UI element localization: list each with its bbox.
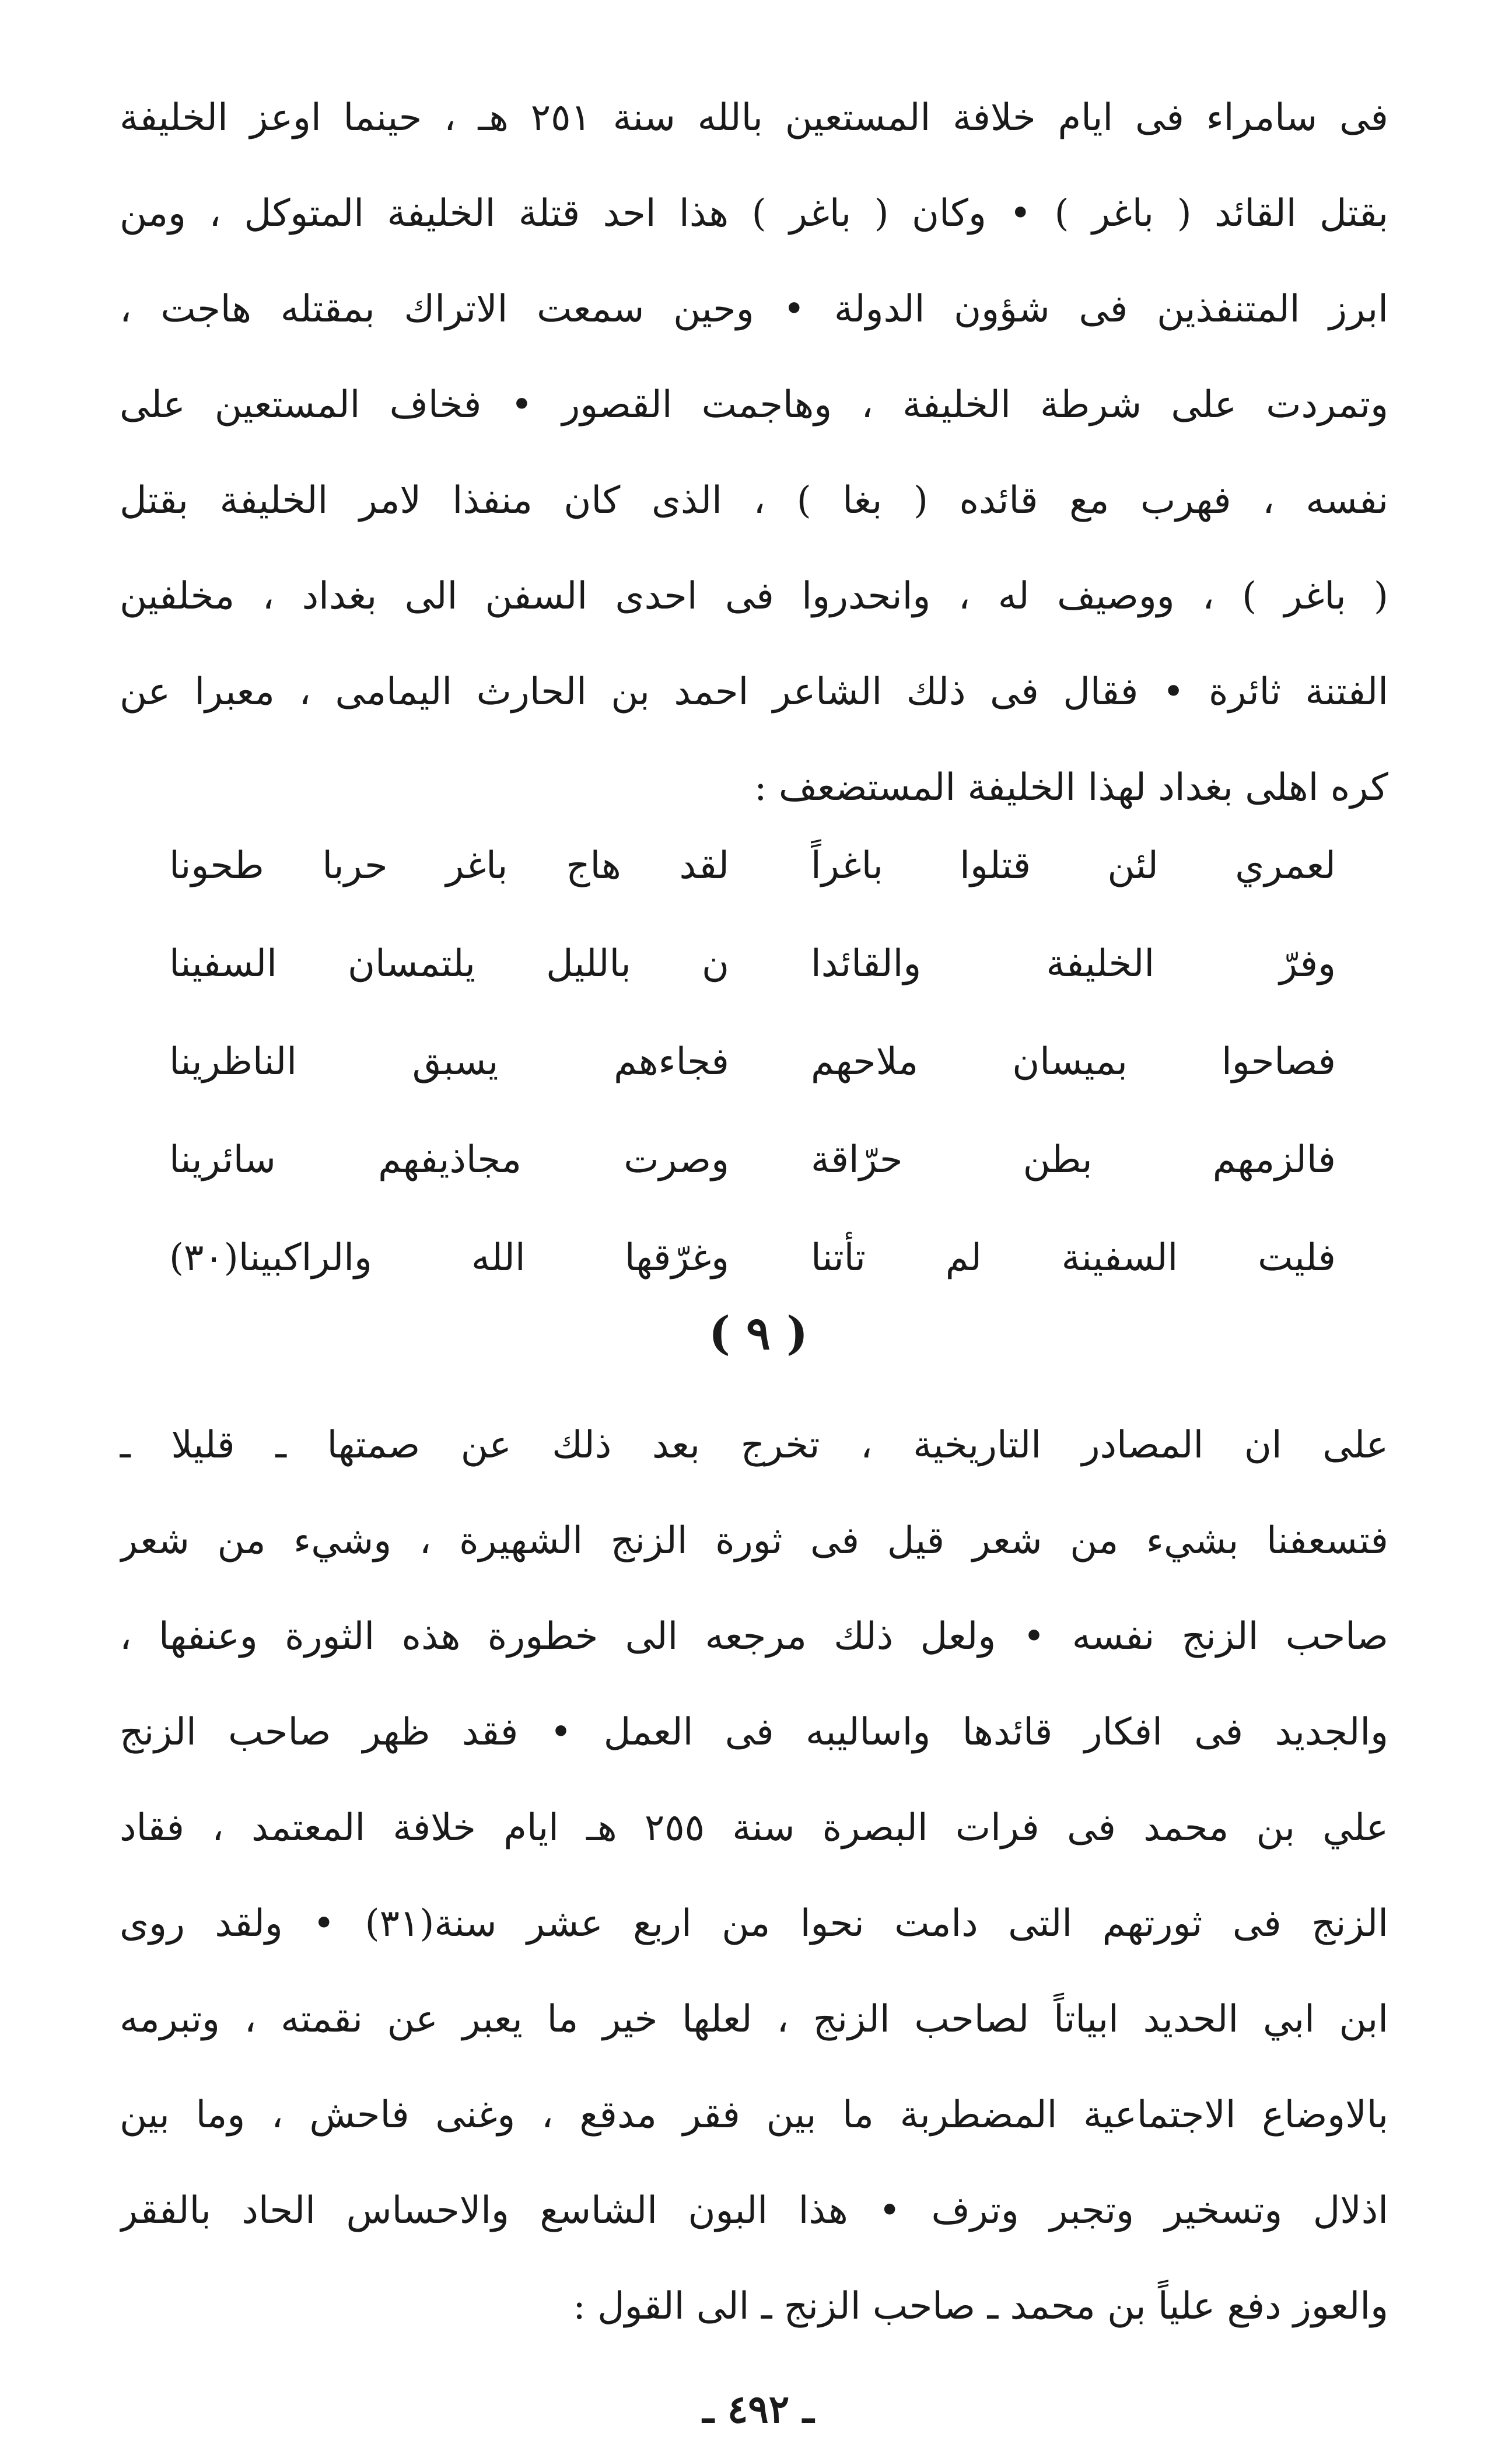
- verse-first-hemistich: فصاحوا بميسان ملاحهم: [811, 1040, 1336, 1083]
- text-line: بقتل القائد ( باغر ) • وكان ( باغر ) هذا احد قتلة الخليفة المتوكل ، ومن: [120, 192, 1388, 235]
- verse-second-hemistich: لقد هاج باغر حربا طحونا: [169, 844, 729, 887]
- text-line: علي بن محمد فى فرات البصرة سنة ٢٥٥ هـ ايام خلافة المعتمد ، فقاد: [120, 1806, 1388, 1850]
- page-number: ـ ٤٩٢ ـ: [702, 2386, 814, 2432]
- text-line: نفسه ، فهرب مع قائده ( بغا ) ، الذى كان منفذا لامر الخليفة بقتل: [120, 479, 1388, 522]
- text-line: وتمردت على شرطة الخليفة ، وهاجمت القصور • فخاف المستعين على: [120, 383, 1388, 427]
- verse-first-hemistich: فالزمهم بطن حرّاقة: [811, 1138, 1336, 1181]
- verse-first-hemistich: لعمري لئن قتلوا باغراً: [811, 844, 1336, 887]
- text-line: ابن ابي الحديد ابياتاً لصاحب الزنج ، لعلها خير ما يعبر عن نقمته ، وتبرمه: [120, 1998, 1388, 2041]
- poem-block: [169, 817, 1336, 1307]
- text-line: الفتنة ثائرة • فقال فى ذلك الشاعر احمد بن الحارث اليمامى ، معبرا عن: [120, 670, 1388, 714]
- poem-verse: [169, 915, 1336, 1013]
- verse-first-hemistich: وفرّ الخليفة والقائدا: [811, 942, 1336, 985]
- text-line: والعوز دفع علياً بن محمد ـ صاحب الزنج ـ الى القول :: [573, 2285, 1388, 2328]
- text-line: صاحب الزنج نفسه • ولعل ذلك مرجعه الى خطورة هذه الثورة وعنفها ،: [120, 1615, 1388, 1658]
- verse-second-hemistich: وغرّقها الله والراكبينا(٣٠): [169, 1236, 729, 1280]
- paragraph-intro: [120, 70, 1388, 836]
- verse-first-hemistich: فليت السفينة لم تأتنا: [811, 1236, 1336, 1280]
- paragraph-zanj: [120, 1397, 1388, 2354]
- poem-verse: [169, 1013, 1336, 1111]
- verse-second-hemistich: ن بالليل يلتمسان السفينا: [169, 942, 729, 985]
- text-line: بالاوضاع الاجتماعية المضطربة ما بين فقر مدقع ، وغنى فاحش ، وما بين: [120, 2093, 1388, 2137]
- poem-verse: [169, 1111, 1336, 1209]
- text-line: فى سامراء فى ايام خلافة المستعين بالله سنة ٢٥١ هـ ، حينما اوعز الخليفة: [120, 96, 1388, 139]
- text-line: والجديد فى افكار قائدها واساليبه فى العمل • فقد ظهر صاحب الزنج: [120, 1711, 1388, 1754]
- text-line: على ان المصادر التاريخية ، تخرج بعد ذلك عن صمتها ـ قليلا ـ: [120, 1424, 1388, 1467]
- verse-second-hemistich: فجاءهم يسبق الناظرينا: [169, 1040, 729, 1083]
- poem-verse: [169, 1209, 1336, 1307]
- section-number: ( ٩ ): [708, 1307, 808, 1360]
- poem-verse: [169, 817, 1336, 915]
- text-line: اذلال وتسخير وتجبر وترف • هذا البون الشاسع والاحساس الحاد بالفقر: [120, 2189, 1388, 2232]
- text-line: ( باغر ) ، ووصيف له ، وانحدروا فى احدى السفن الى بغداد ، مخلفين: [120, 575, 1388, 618]
- verse-second-hemistich: وصرت مجاذيفهم سائرينا: [169, 1138, 729, 1181]
- text-line: كره اهلى بغداد لهذا الخليفة المستضعف :: [754, 766, 1388, 809]
- text-line: الزنج فى ثورتهم التى دامت نحوا من اربع عشر سنة(٣١) • ولقد روى: [120, 1902, 1388, 1945]
- text-line: فتسعفنا بشيء من شعر قيل فى ثورة الزنج الشهيرة ، وشيء من شعر: [120, 1519, 1388, 1562]
- text-line: ابرز المتنفذين فى شؤون الدولة • وحين سمعت الاتراك بمقتله هاجت ،: [120, 288, 1388, 331]
